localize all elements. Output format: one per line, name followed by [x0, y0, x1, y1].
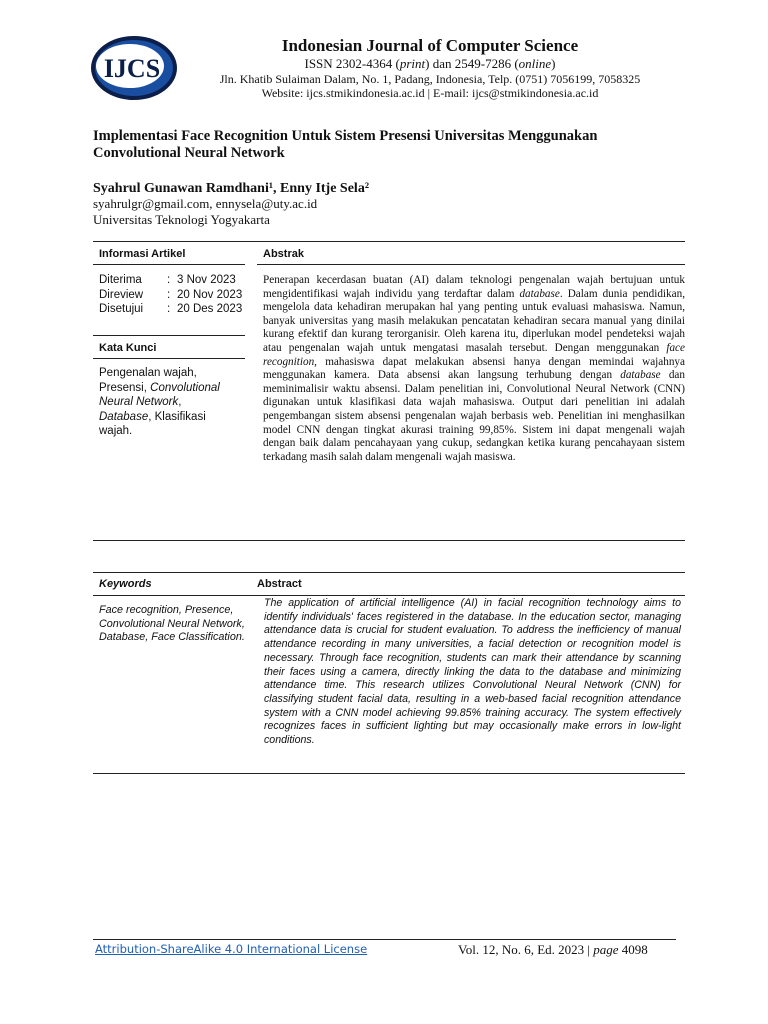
date-reviewed: Direview : 20 Nov 2023	[99, 288, 243, 301]
kata-kunci-text: Pengenalan wajah, Presensi, Convolutional Neural Network, Database, Klasifikasi wajah.	[99, 367, 220, 437]
abstract-text: The application of artificial intelligence (AI) in facial recognition technology aims to identify individuals' faces registered in the database. In the education sector, managing attendance data is crucial for student evaluation. To address the inefficiency of manual attendance recording in many universities, a facial detection or recognition model is necessary. Through face recognition, students can mark their attendance by scanning their faces using a camera, directly linking the data to the database and minimizing attendance time. This research utilizes Convolutional Neural Network (CNN) for classifying student facial data, resulting in a web-based facial recognition attendance system with a CNN model achieving 99.85% training accuracy. The system effectively recognizes faces in sufficient lighting but may occasionally make errors in low-light conditions.	[264, 597, 681, 747]
author-affiliation: Universitas Teknologi Yogyakarta	[93, 212, 270, 227]
abstrak-text: Penerapan kecerdasan buatan (AI) dalam teknologi pengenalan wajah bertujuan untuk mengidentifikasi wajah individu yang terdaftar dalam database. Dalam dunia pendidikan, mengelola data kehadiran merupakan hal yang penting untuk evaluasi mahasiswa. Namun, banyak universitas yang masih melakukan pencatatan kehadiran secara manual yang dinilai kurang efektif dan kurang terorganisir. Oleh karena itu, diperlukan model pendeteksi wajah atau pengenalan wajah untuk mengatasi masalah tersebut. Dengan menggunakan face recognition, mahasiswa dapat melakukan absensi hanya dengan memindai wajahnya menggunakan kamera. Data absensi akan langsung terhubung dengan database dan meminimalisir waktu absensi. Dalam penelitian ini, Convolutional Neural Network (CNN) digunakan untuk klasifikasi data wajah mahasiswa. Output dari penelitian ini adalah pengembangan sistem absensi pengenalan wajah berbasis web. Penelitian ini menghasilkan model CNN dengan tingkat akurasi training 99,85%. Sistem ini dapat mengenali wajah dengan baik dalam pencahayaan yang cukup, sedangkan ketika kurang pencahayaan sistem terkadang masih salah dalam mengenali wajah masiswa.	[263, 274, 685, 463]
kata-kunci-top-rule	[93, 335, 245, 336]
keywords-text: Face recognition, Presence, Convolutional Neural Network, Database, Face Classification.	[99, 604, 245, 643]
author-emails: syahrulgr@gmail.com, ennysela@uty.ac.id	[93, 196, 318, 211]
date-received: Diterima : 3 Nov 2023	[99, 274, 236, 286]
journal-logo	[90, 35, 178, 101]
paper-authors: Syahrul Gunawan Ramdhani¹, Enny Itje Sela²	[93, 181, 370, 196]
footer-rule	[93, 939, 676, 940]
journal-website: Website: ijcs.stmikindonesia.ac.id | E-mail: ijcs@stmikindonesia.ac.id	[261, 86, 599, 100]
abstract-heading: Abstract	[257, 578, 302, 590]
date-approved: Disetujui : 20 Des 2023	[99, 303, 243, 315]
keywords-heading: Keywords	[99, 578, 152, 590]
abstrak-heading-rule	[257, 264, 685, 265]
license-link[interactable]: Attribution-ShareAlike 4.0 International License	[95, 942, 368, 956]
kata-kunci-bottom-rule	[93, 358, 245, 359]
footer-volume-page: Vol. 12, No. 6, Ed. 2023 | page 4098	[458, 942, 648, 957]
english-heading-rule	[93, 595, 685, 596]
section-end-rule	[93, 540, 685, 541]
paper-title: Implementasi Face Recognition Untuk Sistem Presensi Universitas Menggunakan Convolutional Neural Network	[93, 128, 598, 161]
journal-header	[180, 36, 680, 100]
issn-line: ISSN 2302-4364 (print) dan 2549-7286 (online)	[304, 56, 556, 71]
english-bottom-rule	[93, 773, 685, 774]
informasi-artikel-heading: Informasi Artikel	[99, 248, 186, 260]
info-heading-rule	[93, 264, 245, 265]
english-top-rule	[93, 572, 685, 573]
top-rule	[93, 241, 685, 242]
journal-title: Indonesian Journal of Computer Science	[281, 36, 579, 55]
kata-kunci-heading: Kata Kunci	[99, 342, 157, 354]
journal-address: Jln. Khatib Sulaiman Dalam, No. 1, Padang, Indonesia, Telp. (0751) 7056199, 7058325	[219, 72, 641, 86]
logo-text: IJCS	[103, 54, 161, 83]
abstrak-heading: Abstrak	[263, 248, 304, 260]
article-dates	[99, 273, 242, 317]
